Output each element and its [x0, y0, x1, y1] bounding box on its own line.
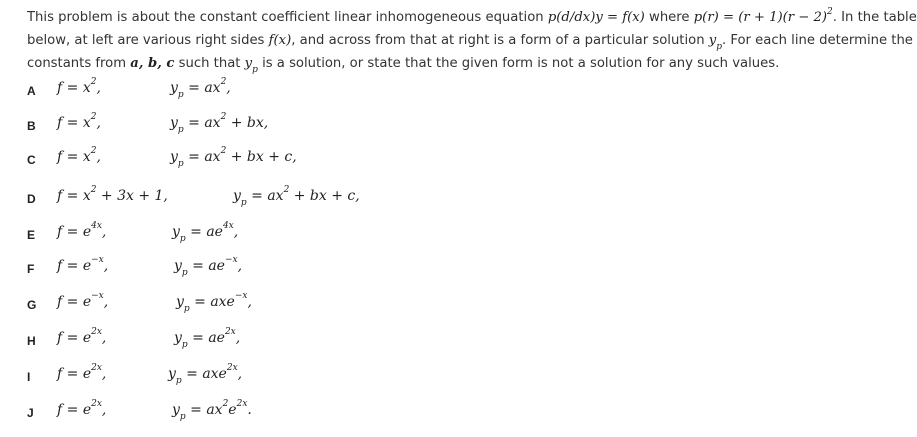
right-side-f: $f = x^2 + 3x + 1$, [57, 185, 168, 204]
particular-solution-form: $y_p = ax^2$ + bx, [170, 112, 269, 135]
particular-solution-form: $y_p = ax^2$, [170, 77, 231, 100]
right-side-f: $f = e^{2x}$, [57, 399, 107, 418]
particular-solution-form: $y_p = ae^{4x}$, [172, 221, 239, 244]
yp-math [244, 56, 258, 75]
right-side-f: $f = e^{2x}$, [57, 327, 107, 346]
right-side-f: $f = x^2$, [57, 112, 101, 131]
right-side-f: $f = e^{2x}$, [57, 363, 107, 382]
particular-solution-form: $y_p = axe^{2x}$, [168, 363, 243, 386]
row-letter: H [27, 334, 36, 348]
intro-text: where [644, 10, 694, 25]
row-letter: F [27, 262, 35, 276]
polynomial-math [693, 6, 833, 25]
intro-text: , and across from that at right is a form of a particular solution [291, 33, 709, 48]
yp-symbol: y [708, 33, 717, 48]
row-letter: I [27, 370, 31, 384]
table-row-b [0, 112, 866, 141]
table-row-h [0, 327, 866, 356]
intro-text: below, at left are various right sides [27, 33, 269, 48]
particular-solution-form: $y_p = ax^2$ + bx + c, [233, 185, 360, 208]
right-side-f: $f = e^{4x}$, [57, 221, 107, 240]
particular-solution-form: $y_p = axe^{-x}$, [176, 291, 252, 314]
constants-math: a, b, c [130, 56, 175, 71]
right-side-f: $f = e^{-x}$, [57, 255, 109, 274]
row-letter: B [27, 119, 36, 133]
table-row-f [0, 255, 866, 284]
right-side-f: $f = x^2$, [57, 77, 101, 96]
row-letter: J [27, 406, 34, 420]
intro-line-3 [27, 52, 863, 75]
intro-text: such that [174, 56, 245, 71]
table-row-d [0, 185, 866, 214]
table-row-c [0, 146, 866, 175]
fx-math: f(x) [268, 33, 292, 48]
intro-text: This problem is about the constant coefficient linear inhomogeneous equation [27, 10, 548, 25]
particular-solution-form: $y_p = ae^{-x}$, [174, 255, 243, 278]
right-side-f: $f = x^2$, [57, 146, 101, 165]
yp-subscript: p [252, 64, 258, 75]
equation-math: p(d/dx)y = f(x) [547, 10, 645, 25]
intro-line-1 [27, 6, 917, 29]
yp-symbol: y [244, 56, 253, 71]
row-letter: C [27, 153, 36, 167]
table-row-j [0, 399, 866, 428]
intro-text: is a solution, or state that the given form is not a solution for any such values. [257, 56, 780, 71]
intro-line-2 [27, 29, 913, 52]
particular-solution-form: $y_p = ae^{2x}$, [174, 327, 241, 350]
yp-subscript: p [716, 41, 722, 52]
yp-math [708, 33, 722, 52]
particular-solution-form: $y_p = ax^2$ + bx + c, [170, 146, 297, 169]
particular-solution-form: $y_p = ax^2e^{2x}$. [172, 399, 252, 422]
row-letter: D [27, 192, 36, 206]
table-row-a [0, 77, 866, 106]
table-row-g [0, 291, 866, 320]
intro-text: . In the table [832, 10, 917, 25]
table-row-i [0, 363, 866, 392]
right-side-f: $f = e^{-x}$, [57, 291, 109, 310]
intro-text: . For each line determine the [721, 33, 913, 48]
row-letter: A [27, 84, 36, 98]
intro-text: constants from [27, 56, 131, 71]
table-row-e [0, 221, 866, 250]
polynomial-text: p(r) = (r + 1)(r − 2) [693, 10, 828, 25]
row-letter: E [27, 228, 36, 242]
problem-statement [27, 6, 917, 75]
polynomial-exponent: 2 [827, 6, 833, 17]
row-letter: G [27, 298, 37, 312]
